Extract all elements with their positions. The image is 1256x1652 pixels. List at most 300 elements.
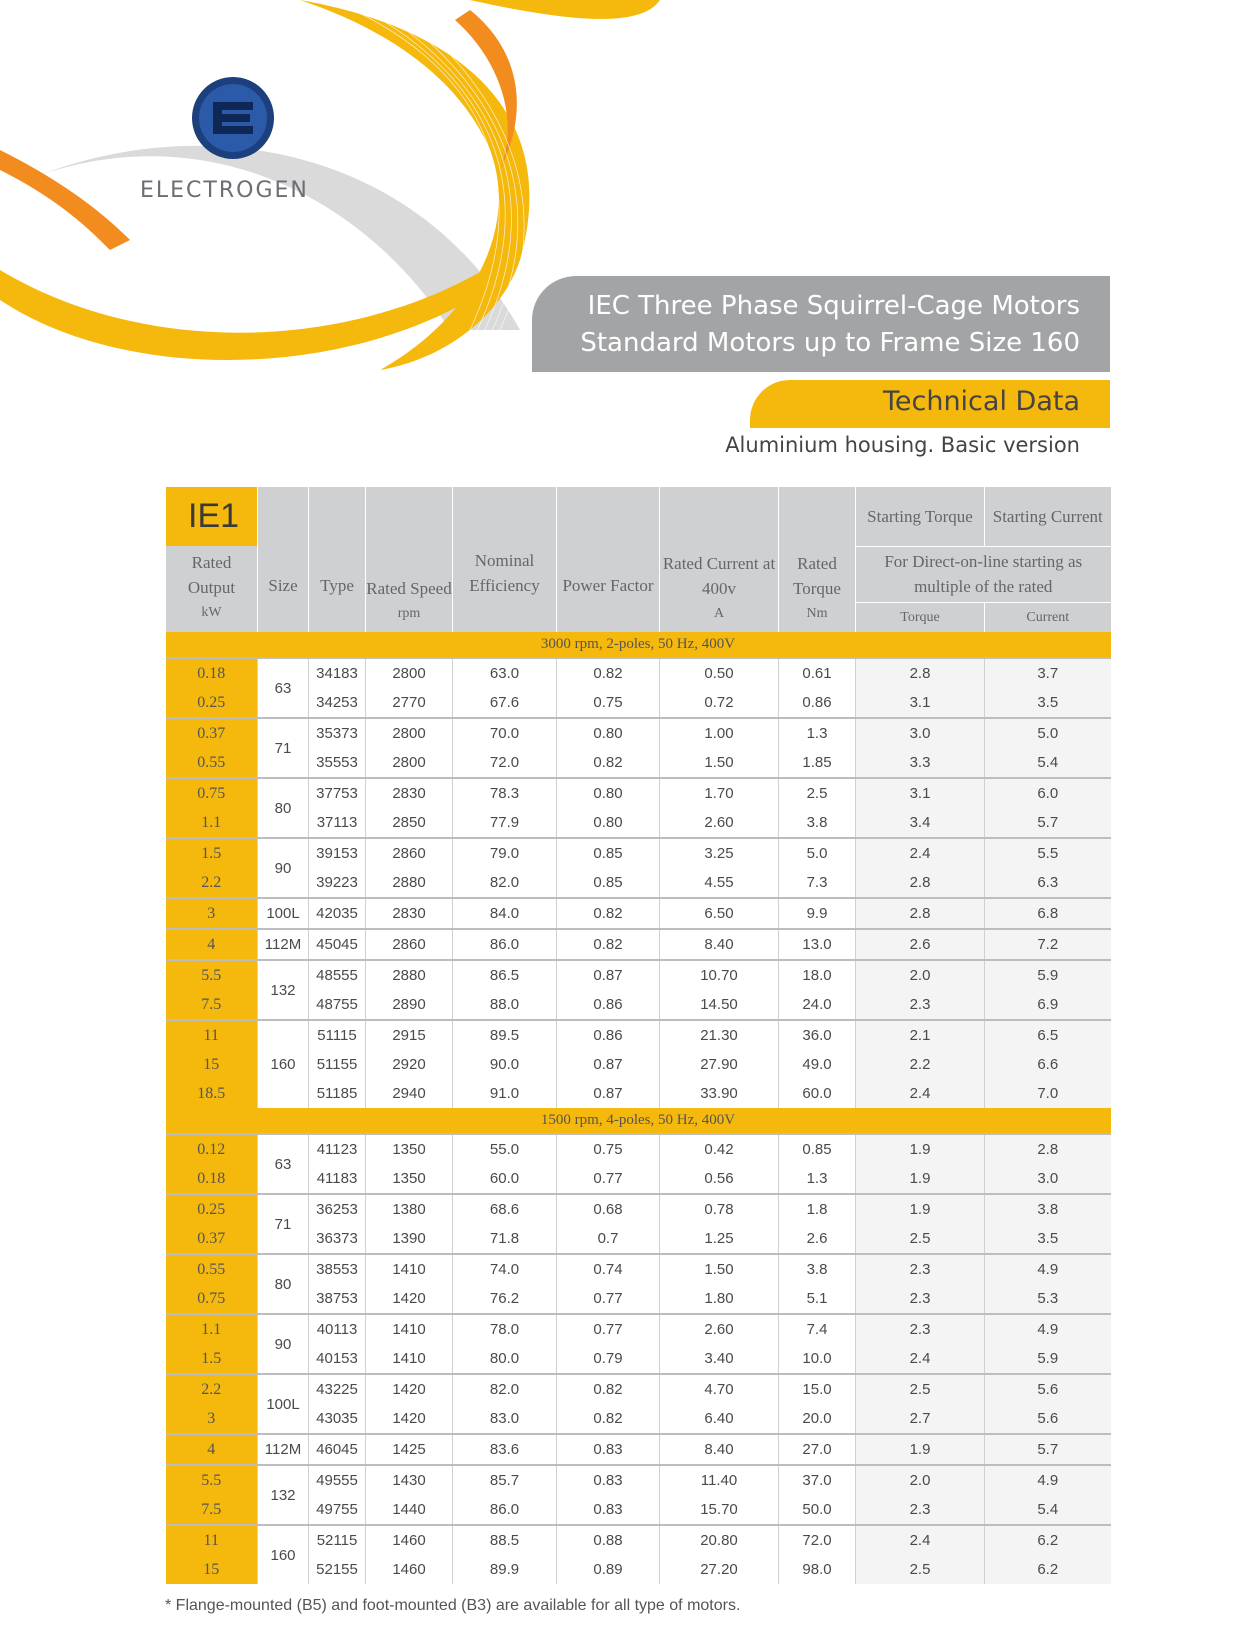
table-body [166, 632, 1111, 1584]
type-cell: 42035 [309, 898, 366, 929]
starting-current-cell: 3.5 [985, 688, 1111, 718]
rated-torque-cell: 10.0 [779, 1344, 856, 1374]
rated-torque-cell: 18.0 [779, 960, 856, 990]
table-header [166, 487, 1111, 632]
subtitle: Aluminium housing. Basic version [725, 433, 1080, 457]
rated-output-cell: 4 [166, 929, 258, 960]
brand-name: ELECTROGEN [140, 178, 309, 203]
rated-output-cell: 11 [166, 1525, 258, 1555]
size-cell: 71 [258, 1194, 309, 1254]
type-cell: 48755 [309, 990, 366, 1020]
power-factor-cell: 0.83 [557, 1465, 660, 1495]
size-cell: 80 [258, 778, 309, 838]
rated-torque-cell: 7.4 [779, 1314, 856, 1344]
starting-current-cell: 6.9 [985, 990, 1111, 1020]
rated-speed-cell: 2860 [366, 838, 453, 868]
rated-speed-cell: 2830 [366, 778, 453, 808]
nominal-efficiency-cell: 83.6 [453, 1434, 557, 1465]
rated-output-cell: 1.5 [166, 838, 258, 868]
rated-torque-cell: 72.0 [779, 1525, 856, 1555]
header-rated-torque [779, 487, 856, 632]
size-cell: 132 [258, 960, 309, 1020]
rated-current-cell: 2.60 [660, 808, 779, 838]
power-factor-cell: 0.80 [557, 778, 660, 808]
starting-torque-cell: 2.0 [856, 1465, 985, 1495]
rated-torque-cell: 3.8 [779, 1254, 856, 1284]
type-cell: 46045 [309, 1434, 366, 1465]
type-cell: 51115 [309, 1020, 366, 1050]
table-row [166, 778, 1111, 808]
power-factor-cell: 0.80 [557, 718, 660, 748]
nominal-efficiency-cell: 76.2 [453, 1284, 557, 1314]
starting-torque-cell: 3.1 [856, 688, 985, 718]
nominal-efficiency-cell: 82.0 [453, 1374, 557, 1404]
starting-torque-cell: 1.9 [856, 1134, 985, 1164]
technical-data-table [165, 487, 1111, 1584]
header-starting-torque: Starting Torque [856, 487, 985, 546]
nominal-efficiency-cell: 86.0 [453, 1495, 557, 1525]
rated-torque-cell: 0.86 [779, 688, 856, 718]
title-line-2: Standard Motors up to Frame Size 160 [580, 328, 1080, 358]
nominal-efficiency-cell: 86.0 [453, 929, 557, 960]
table-row [166, 838, 1111, 868]
starting-torque-cell: 2.0 [856, 960, 985, 990]
starting-current-cell: 3.8 [985, 1194, 1111, 1224]
type-cell: 40153 [309, 1344, 366, 1374]
power-factor-cell: 0.87 [557, 960, 660, 990]
section-row [166, 1108, 1111, 1134]
size-cell: 100L [258, 1374, 309, 1434]
nominal-efficiency-cell: 55.0 [453, 1134, 557, 1164]
starting-torque-cell: 1.9 [856, 1434, 985, 1465]
starting-torque-cell: 2.1 [856, 1020, 985, 1050]
rated-speed-cell: 1350 [366, 1134, 453, 1164]
starting-torque-cell: 2.3 [856, 990, 985, 1020]
rated-output-cell: 0.37 [166, 1224, 258, 1254]
header-starting-current: Starting Current [985, 487, 1111, 546]
size-cell: 90 [258, 838, 309, 898]
starting-current-cell: 6.2 [985, 1555, 1111, 1584]
rated-output-cell: 1.5 [166, 1344, 258, 1374]
type-cell: 41123 [309, 1134, 366, 1164]
rated-current-cell: 6.50 [660, 898, 779, 929]
starting-current-cell: 6.0 [985, 778, 1111, 808]
rated-current-cell: 0.72 [660, 688, 779, 718]
starting-current-cell: 6.8 [985, 898, 1111, 929]
type-cell: 49755 [309, 1495, 366, 1525]
rated-torque-cell: 0.85 [779, 1134, 856, 1164]
nominal-efficiency-cell: 70.0 [453, 718, 557, 748]
starting-current-cell: 5.5 [985, 838, 1111, 868]
size-cell: 100L [258, 898, 309, 929]
power-factor-cell: 0.74 [557, 1254, 660, 1284]
starting-current-cell: 5.7 [985, 808, 1111, 838]
starting-torque-cell: 2.5 [856, 1224, 985, 1254]
rated-torque-cell: 60.0 [779, 1079, 856, 1108]
table-row [166, 658, 1111, 688]
rated-output-cell: 7.5 [166, 1495, 258, 1525]
header-rated-current-unit: A [713, 606, 725, 621]
starting-current-cell: 4.9 [985, 1465, 1111, 1495]
starting-current-cell: 6.5 [985, 1020, 1111, 1050]
starting-torque-cell: 3.1 [856, 778, 985, 808]
type-cell: 40113 [309, 1314, 366, 1344]
starting-torque-cell: 2.8 [856, 658, 985, 688]
rated-torque-cell: 1.3 [779, 718, 856, 748]
header-size: Size [258, 487, 309, 632]
rated-current-cell: 8.40 [660, 929, 779, 960]
rated-output-cell: 5.5 [166, 960, 258, 990]
starting-torque-cell: 3.3 [856, 748, 985, 778]
rated-current-cell: 0.78 [660, 1194, 779, 1224]
nominal-efficiency-cell: 89.9 [453, 1555, 557, 1584]
rated-current-cell: 1.70 [660, 778, 779, 808]
rated-current-cell: 4.55 [660, 868, 779, 898]
type-cell: 52155 [309, 1555, 366, 1584]
header-rated-torque-unit: Nm [806, 606, 828, 621]
rated-torque-cell: 49.0 [779, 1050, 856, 1079]
rated-torque-cell: 2.6 [779, 1224, 856, 1254]
nominal-efficiency-cell: 85.7 [453, 1465, 557, 1495]
table-row [166, 1374, 1111, 1404]
table-row [166, 1434, 1111, 1465]
rated-output-cell: 15 [166, 1050, 258, 1079]
rated-speed-cell: 1390 [366, 1224, 453, 1254]
rated-current-cell: 1.50 [660, 748, 779, 778]
type-cell: 49555 [309, 1465, 366, 1495]
yellow-swoosh-right [470, 0, 660, 19]
type-cell: 34183 [309, 658, 366, 688]
rated-torque-cell: 98.0 [779, 1555, 856, 1584]
power-factor-cell: 0.80 [557, 808, 660, 838]
rated-current-cell: 8.40 [660, 1434, 779, 1465]
rated-output-cell: 0.18 [166, 658, 258, 688]
power-factor-cell: 0.75 [557, 1134, 660, 1164]
rated-speed-cell: 1440 [366, 1495, 453, 1525]
rated-speed-cell: 2890 [366, 990, 453, 1020]
rated-current-cell: 21.30 [660, 1020, 779, 1050]
rated-speed-cell: 2830 [366, 898, 453, 929]
size-cell: 112M [258, 929, 309, 960]
starting-current-cell: 5.4 [985, 748, 1111, 778]
rated-current-cell: 10.70 [660, 960, 779, 990]
rated-current-cell: 20.80 [660, 1525, 779, 1555]
rated-speed-cell: 1420 [366, 1284, 453, 1314]
nominal-efficiency-cell: 67.6 [453, 688, 557, 718]
rated-current-cell: 3.25 [660, 838, 779, 868]
rated-current-cell: 27.20 [660, 1555, 779, 1584]
title-line-1: IEC Three Phase Squirrel-Cage Motors [587, 291, 1080, 321]
rated-torque-cell: 5.1 [779, 1284, 856, 1314]
rated-speed-cell: 1380 [366, 1194, 453, 1224]
starting-torque-cell: 2.5 [856, 1555, 985, 1584]
power-factor-cell: 0.87 [557, 1079, 660, 1108]
starting-torque-cell: 3.4 [856, 808, 985, 838]
starting-current-cell: 3.0 [985, 1164, 1111, 1194]
starting-current-cell: 4.9 [985, 1254, 1111, 1284]
starting-torque-cell: 1.9 [856, 1194, 985, 1224]
rated-output-cell: 0.12 [166, 1134, 258, 1164]
rated-speed-cell: 1430 [366, 1465, 453, 1495]
rated-current-cell: 11.40 [660, 1465, 779, 1495]
rated-speed-cell: 2915 [366, 1020, 453, 1050]
footnote: * Flange-mounted (B5) and foot-mounted (B3) are available for all type of motors. [165, 1597, 741, 1614]
rated-current-cell: 2.60 [660, 1314, 779, 1344]
type-cell: 35553 [309, 748, 366, 778]
nominal-efficiency-cell: 71.8 [453, 1224, 557, 1254]
rated-speed-cell: 2800 [366, 718, 453, 748]
header-current-sub: Current [985, 602, 1111, 632]
starting-current-cell: 6.2 [985, 1525, 1111, 1555]
rated-torque-cell: 15.0 [779, 1374, 856, 1404]
header-rated-output [166, 546, 258, 632]
power-factor-cell: 0.82 [557, 658, 660, 688]
section-label: 3000 rpm, 2-poles, 50 Hz, 400V [166, 632, 1111, 658]
rated-speed-cell: 1350 [366, 1164, 453, 1194]
rated-current-cell: 27.90 [660, 1050, 779, 1079]
rated-speed-cell: 1460 [366, 1555, 453, 1584]
nominal-efficiency-cell: 72.0 [453, 748, 557, 778]
technical-data-banner: Technical Data [750, 380, 1110, 428]
starting-torque-cell: 2.8 [856, 868, 985, 898]
nominal-efficiency-cell: 84.0 [453, 898, 557, 929]
type-cell: 41183 [309, 1164, 366, 1194]
rated-speed-cell: 2940 [366, 1079, 453, 1108]
rated-output-cell: 1.1 [166, 808, 258, 838]
power-factor-cell: 0.86 [557, 990, 660, 1020]
starting-torque-cell: 2.7 [856, 1404, 985, 1434]
nominal-efficiency-cell: 82.0 [453, 868, 557, 898]
power-factor-cell: 0.86 [557, 1020, 660, 1050]
type-cell: 51185 [309, 1079, 366, 1108]
starting-current-cell: 7.2 [985, 929, 1111, 960]
starting-current-cell: 5.9 [985, 960, 1111, 990]
size-cell: 160 [258, 1020, 309, 1108]
table-row [166, 1314, 1111, 1344]
power-factor-cell: 0.83 [557, 1434, 660, 1465]
rated-output-cell: 0.75 [166, 1284, 258, 1314]
table-row [166, 929, 1111, 960]
power-factor-cell: 0.82 [557, 748, 660, 778]
power-factor-cell: 0.85 [557, 868, 660, 898]
starting-torque-cell: 2.5 [856, 1374, 985, 1404]
rated-output-cell: 0.55 [166, 748, 258, 778]
rated-torque-cell: 7.3 [779, 868, 856, 898]
starting-torque-cell: 2.6 [856, 929, 985, 960]
power-factor-cell: 0.7 [557, 1224, 660, 1254]
rated-torque-cell: 27.0 [779, 1434, 856, 1465]
starting-torque-cell: 3.0 [856, 718, 985, 748]
size-cell: 63 [258, 1134, 309, 1194]
table-row [166, 1465, 1111, 1495]
starting-current-cell: 5.6 [985, 1374, 1111, 1404]
rated-current-cell: 15.70 [660, 1495, 779, 1525]
nominal-efficiency-cell: 78.0 [453, 1314, 557, 1344]
type-cell: 38753 [309, 1284, 366, 1314]
power-factor-cell: 0.87 [557, 1050, 660, 1079]
starting-torque-cell: 2.3 [856, 1495, 985, 1525]
rated-torque-cell: 5.0 [779, 838, 856, 868]
nominal-efficiency-cell: 74.0 [453, 1254, 557, 1284]
starting-torque-cell: 2.4 [856, 1344, 985, 1374]
rated-speed-cell: 2880 [366, 868, 453, 898]
nominal-efficiency-cell: 86.5 [453, 960, 557, 990]
rated-output-cell: 7.5 [166, 990, 258, 1020]
size-cell: 132 [258, 1465, 309, 1525]
type-cell: 52115 [309, 1525, 366, 1555]
starting-torque-cell: 2.3 [856, 1254, 985, 1284]
starting-current-cell: 5.7 [985, 1434, 1111, 1465]
size-cell: 63 [258, 658, 309, 718]
header-rated-speed-unit: rpm [397, 606, 421, 621]
table-row [166, 1134, 1111, 1164]
table-row [166, 1020, 1111, 1050]
rated-current-cell: 1.50 [660, 1254, 779, 1284]
type-cell: 36253 [309, 1194, 366, 1224]
power-factor-cell: 0.82 [557, 929, 660, 960]
rated-speed-cell: 2850 [366, 808, 453, 838]
table-row [166, 1525, 1111, 1555]
nominal-efficiency-cell: 63.0 [453, 658, 557, 688]
rated-current-cell: 1.25 [660, 1224, 779, 1254]
rated-speed-cell: 1460 [366, 1525, 453, 1555]
size-cell: 71 [258, 718, 309, 778]
header-power-factor: Power Factor [557, 487, 660, 632]
rated-current-cell: 6.40 [660, 1404, 779, 1434]
starting-current-cell: 5.6 [985, 1404, 1111, 1434]
rated-output-cell: 11 [166, 1020, 258, 1050]
power-factor-cell: 0.77 [557, 1314, 660, 1344]
rated-speed-cell: 1410 [366, 1314, 453, 1344]
nominal-efficiency-cell: 68.6 [453, 1194, 557, 1224]
power-factor-cell: 0.82 [557, 1404, 660, 1434]
rated-torque-cell: 2.5 [779, 778, 856, 808]
type-cell: 38553 [309, 1254, 366, 1284]
rated-output-cell: 1.1 [166, 1314, 258, 1344]
rated-speed-cell: 2880 [366, 960, 453, 990]
power-factor-cell: 0.88 [557, 1525, 660, 1555]
power-factor-cell: 0.77 [557, 1164, 660, 1194]
table-row [166, 718, 1111, 748]
rated-output-cell: 0.37 [166, 718, 258, 748]
rated-output-cell: 3 [166, 898, 258, 929]
starting-torque-cell: 2.4 [856, 838, 985, 868]
header-dol-note: For Direct-on-line starting as multiple of the rated [856, 546, 1111, 602]
rated-torque-cell: 37.0 [779, 1465, 856, 1495]
type-cell: 34253 [309, 688, 366, 718]
starting-current-cell: 6.3 [985, 868, 1111, 898]
rated-speed-cell: 2800 [366, 748, 453, 778]
power-factor-cell: 0.83 [557, 1495, 660, 1525]
section-row [166, 632, 1111, 658]
rated-current-cell: 0.56 [660, 1164, 779, 1194]
size-cell: 160 [258, 1525, 309, 1584]
rated-current-cell: 1.00 [660, 718, 779, 748]
rated-torque-cell: 1.8 [779, 1194, 856, 1224]
rated-torque-cell: 24.0 [779, 990, 856, 1020]
rated-speed-cell: 1420 [366, 1374, 453, 1404]
rated-speed-cell: 2770 [366, 688, 453, 718]
table-row [166, 1194, 1111, 1224]
header-rated-current-label: Rated Current at 400v [662, 554, 776, 598]
rated-output-cell: 5.5 [166, 1465, 258, 1495]
nominal-efficiency-cell: 79.0 [453, 838, 557, 868]
nominal-efficiency-cell: 90.0 [453, 1050, 557, 1079]
starting-current-cell: 4.9 [985, 1314, 1111, 1344]
rated-current-cell: 1.80 [660, 1284, 779, 1314]
header-rated-speed-label: Rated Speed [366, 579, 452, 598]
size-cell: 112M [258, 1434, 309, 1465]
starting-current-cell: 5.4 [985, 1495, 1111, 1525]
rated-torque-cell: 0.61 [779, 658, 856, 688]
header-nominal-efficiency: Nominal Efficiency [453, 487, 557, 632]
rated-torque-cell: 1.3 [779, 1164, 856, 1194]
efficiency-class: IE1 [166, 487, 258, 546]
rated-torque-cell: 20.0 [779, 1404, 856, 1434]
rated-current-cell: 0.50 [660, 658, 779, 688]
starting-torque-cell: 2.3 [856, 1284, 985, 1314]
header-rated-torque-label: Rated Torque [793, 554, 841, 598]
rated-current-cell: 14.50 [660, 990, 779, 1020]
rated-speed-cell: 2860 [366, 929, 453, 960]
type-cell: 45045 [309, 929, 366, 960]
rated-output-cell: 2.2 [166, 1374, 258, 1404]
rated-current-cell: 4.70 [660, 1374, 779, 1404]
rated-torque-cell: 50.0 [779, 1495, 856, 1525]
rated-speed-cell: 1410 [366, 1344, 453, 1374]
rated-speed-cell: 1425 [366, 1434, 453, 1465]
power-factor-cell: 0.68 [557, 1194, 660, 1224]
nominal-efficiency-cell: 80.0 [453, 1344, 557, 1374]
rated-output-cell: 0.25 [166, 1194, 258, 1224]
section-label: 1500 rpm, 4-poles, 50 Hz, 400V [166, 1108, 1111, 1134]
nominal-efficiency-cell: 88.0 [453, 990, 557, 1020]
nominal-efficiency-cell: 77.9 [453, 808, 557, 838]
nominal-efficiency-cell: 83.0 [453, 1404, 557, 1434]
power-factor-cell: 0.77 [557, 1284, 660, 1314]
header-torque-sub: Torque [856, 602, 985, 632]
power-factor-cell: 0.82 [557, 1374, 660, 1404]
rated-speed-cell: 1420 [366, 1404, 453, 1434]
rated-torque-cell: 9.9 [779, 898, 856, 929]
power-factor-cell: 0.79 [557, 1344, 660, 1374]
header-rated-output-label: Rated Output [187, 553, 236, 597]
header-rated-output-unit: kW [201, 605, 222, 620]
nominal-efficiency-cell: 60.0 [453, 1164, 557, 1194]
power-factor-cell: 0.75 [557, 688, 660, 718]
rated-output-cell: 0.75 [166, 778, 258, 808]
starting-torque-cell: 2.8 [856, 898, 985, 929]
rated-output-cell: 0.18 [166, 1164, 258, 1194]
rated-speed-cell: 1410 [366, 1254, 453, 1284]
power-factor-cell: 0.89 [557, 1555, 660, 1584]
type-cell: 43035 [309, 1404, 366, 1434]
starting-current-cell: 6.6 [985, 1050, 1111, 1079]
title-banner [532, 276, 1110, 372]
table-row [166, 898, 1111, 929]
rated-speed-cell: 2800 [366, 658, 453, 688]
starting-current-cell: 3.5 [985, 1224, 1111, 1254]
type-cell: 39223 [309, 868, 366, 898]
starting-current-cell: 5.3 [985, 1284, 1111, 1314]
type-cell: 43225 [309, 1374, 366, 1404]
header-rated-speed [366, 487, 453, 632]
starting-torque-cell: 2.3 [856, 1314, 985, 1344]
type-cell: 37113 [309, 808, 366, 838]
type-cell: 39153 [309, 838, 366, 868]
rated-output-cell: 18.5 [166, 1079, 258, 1108]
table-row [166, 1254, 1111, 1284]
